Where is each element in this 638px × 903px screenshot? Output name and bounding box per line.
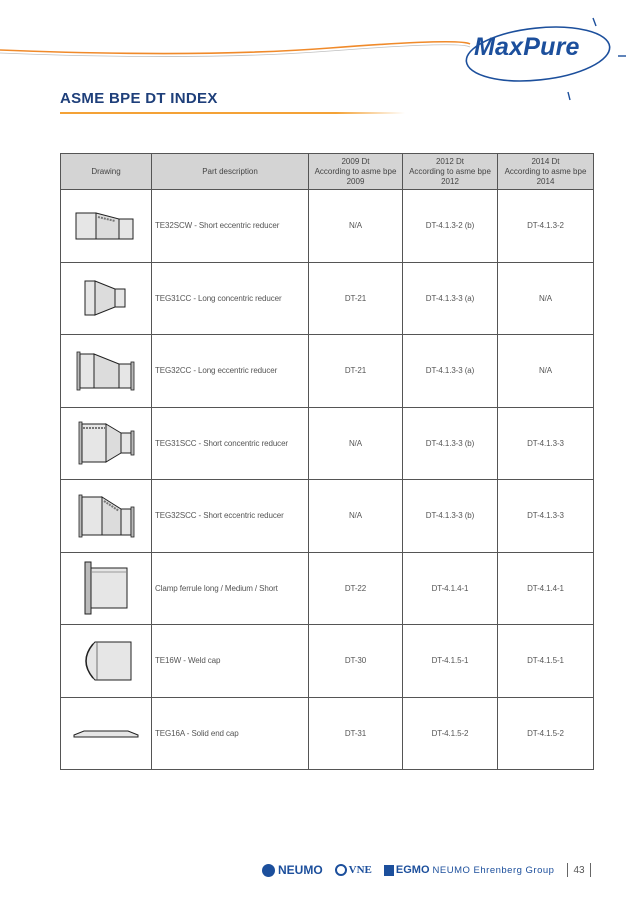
dt-2014: DT-4.1.3-3 (498, 407, 594, 480)
dt-2014: N/A (498, 335, 594, 408)
part-description: TEG32SCC - Short eccentric reducer (152, 480, 309, 553)
header-drawing: Drawing (61, 154, 152, 190)
long-eccentric-reducer-icon (71, 344, 141, 398)
dt-2014: DT-4.1.3-2 (498, 190, 594, 263)
dt-2014: N/A (498, 262, 594, 335)
brand-pure: Pure (523, 33, 580, 61)
dt-2012: DT-4.1.4-1 (403, 552, 498, 625)
neumo-emblem-icon (262, 864, 275, 877)
dt-2014: DT-4.1.5-2 (498, 697, 594, 770)
dt-2009: DT-21 (309, 335, 403, 408)
drawing-cell (61, 407, 152, 480)
header-2012-dt (403, 154, 498, 190)
table-row (61, 262, 594, 335)
part-description: TEG31CC - Long concentric reducer (152, 262, 309, 335)
table-row (61, 697, 594, 770)
weld-cap-icon (71, 634, 141, 688)
part-description: TE16W - Weld cap (152, 625, 309, 698)
dt-2012: DT-4.1.3-3 (a) (403, 335, 498, 408)
dt-2014: DT-4.1.3-3 (498, 480, 594, 553)
header-2009-line3: 2009 (346, 176, 365, 186)
footer-divider (567, 863, 568, 877)
drawing-cell (61, 552, 152, 625)
dt-2009: N/A (309, 480, 403, 553)
part-description: TEG31SCC - Short concentric reducer (152, 407, 309, 480)
page-title: ASME BPE DT INDEX (60, 90, 218, 107)
long-concentric-reducer-icon (71, 271, 141, 325)
group-name: NEUMO Ehrenberg Group (432, 864, 555, 876)
header-2012-line2: According to asme bpe (409, 166, 491, 176)
header-2009-line2: According to asme bpe (314, 166, 397, 176)
header-2012-line1: 2012 Dt (435, 156, 465, 166)
header-2012-line3: 2012 (441, 176, 459, 186)
neumo-wordmark: NEUMO (278, 863, 323, 877)
footer-divider (590, 863, 591, 877)
part-description: TEG32CC - Long eccentric reducer (152, 335, 309, 408)
part-description: TEG16A - Solid end cap (152, 697, 309, 770)
dt-index-table (60, 153, 594, 770)
dt-2009: DT-22 (309, 552, 403, 625)
dt-2014: DT-4.1.4-1 (498, 552, 594, 625)
vne-logo (335, 864, 372, 876)
vne-emblem-icon (335, 864, 347, 876)
table-row (61, 552, 594, 625)
dt-2012: DT-4.1.3-3 (a) (403, 262, 498, 335)
table-row (61, 335, 594, 408)
dt-2009: N/A (309, 190, 403, 263)
table-row (61, 407, 594, 480)
dt-2012: DT-4.1.3-3 (b) (403, 407, 498, 480)
dt-2009: N/A (309, 407, 403, 480)
table-row (61, 190, 594, 263)
drawing-cell (61, 335, 152, 408)
egmo-wordmark: EGMO (395, 864, 430, 876)
clamp-ferrule-icon (71, 558, 141, 618)
short-eccentric-reducer-icon (71, 201, 141, 251)
dt-2012: DT-4.1.3-3 (b) (403, 480, 498, 553)
drawing-cell (61, 697, 152, 770)
dt-2012: DT-4.1.5-1 (403, 625, 498, 698)
dt-2009: DT-31 (309, 697, 403, 770)
dt-2012: DT-4.1.5-2 (403, 697, 498, 770)
header-2014-line1: 2014 Dt (531, 156, 560, 166)
page-footer (262, 860, 596, 880)
vne-wordmark: VNE (348, 864, 372, 876)
drawing-cell (61, 190, 152, 263)
page-number: 43 (573, 864, 585, 876)
part-description: Clamp ferrule long / Medium / Short (152, 552, 309, 625)
dt-2009: DT-30 (309, 625, 403, 698)
drawing-cell (61, 480, 152, 553)
header-2014-line3: 2014 (536, 176, 555, 186)
header-part-description: Part description (152, 154, 309, 190)
egmo-logo (384, 864, 430, 876)
header-2009-line1: 2009 Dt (341, 156, 370, 166)
dt-2009: DT-21 (309, 262, 403, 335)
table-row (61, 625, 594, 698)
dt-2012: DT-4.1.3-2 (b) (403, 190, 498, 263)
title-underline (60, 112, 405, 114)
brand-max: Max (474, 33, 524, 61)
table-header-row (61, 154, 594, 190)
drawing-cell (61, 625, 152, 698)
neumo-logo (262, 863, 323, 877)
drawing-cell (61, 262, 152, 335)
dt-2014: DT-4.1.5-1 (498, 625, 594, 698)
header-2014-dt (498, 154, 594, 190)
short-eccentric-reducer-clamp-icon (71, 489, 141, 543)
header-2014-line2: According to asme bpe (504, 166, 587, 176)
part-description: TE32SCW - Short eccentric reducer (152, 190, 309, 263)
solid-end-cap-icon (70, 723, 142, 743)
table-row (61, 480, 594, 553)
egmo-emblem-icon (384, 865, 394, 876)
brand-wordmark (474, 33, 580, 62)
short-concentric-reducer-icon (71, 416, 141, 470)
header-2009-dt (309, 154, 403, 190)
